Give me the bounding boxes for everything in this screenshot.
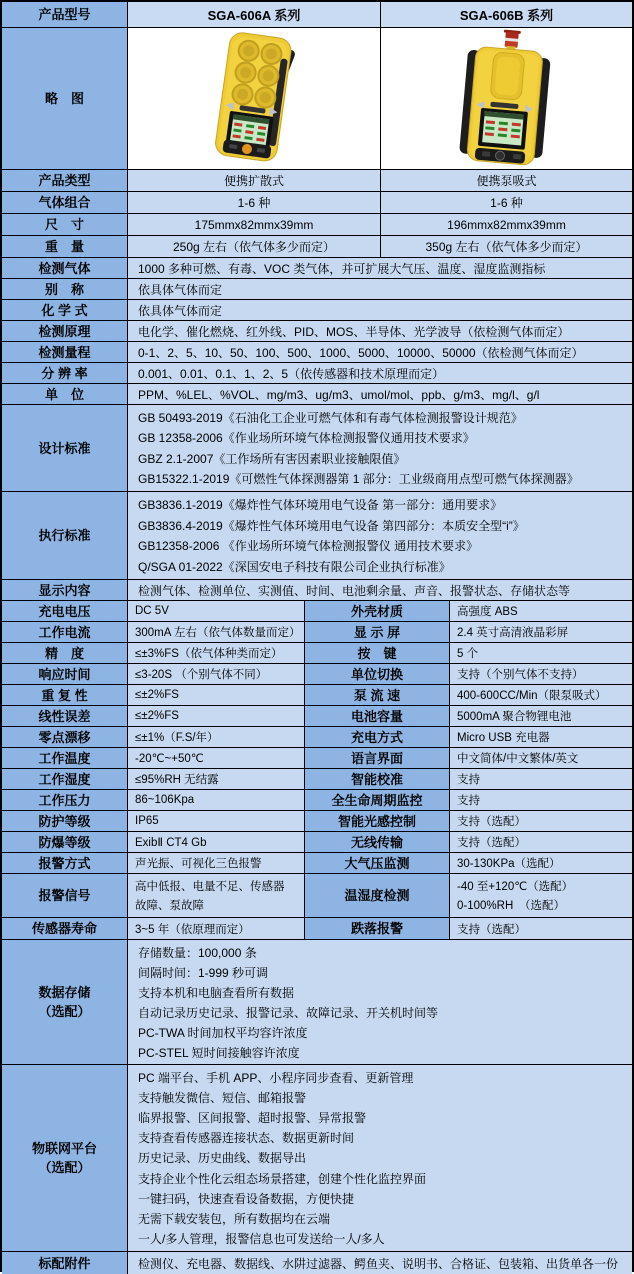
- device-b-image: [381, 29, 632, 169]
- value-cell-lines: [128, 1067, 632, 1249]
- value-cell-2: 支持（选配）: [450, 811, 632, 831]
- spec-line: GB 50493-2019《石油化工企业可燃气体和有毒气体检测报警设计规范》: [138, 410, 523, 425]
- row-label: 化 学 式: [2, 300, 128, 320]
- row-label: 报警信号: [2, 874, 128, 917]
- row-label-line: 数据存储: [38, 985, 91, 1000]
- value-cell-1: ≤3-20S （个别气体不同）: [128, 664, 305, 684]
- row-label-2: 按 键: [305, 643, 450, 663]
- value-cell-1: ≤±2%FS: [128, 706, 305, 726]
- row-label: 尺 寸: [2, 214, 128, 235]
- value-cell-1: ≤95%RH 无结露: [128, 769, 305, 789]
- spec-line: 故障、泵故障: [135, 900, 204, 913]
- value-cell-a: 175mmx82mmx39mm: [128, 214, 381, 235]
- value-cell-1: 86~106Kpa: [128, 790, 305, 810]
- value-cell: 检测仪、充电器、数据线、水阱过滤器、鳄鱼夹、说明书、合格证、包装箱、出货单各一份: [128, 1252, 632, 1274]
- value-cell-2: 400-600CC/Min（限泵吸式）: [450, 685, 632, 705]
- spec-line: PC-TWA 时间加权平均容许浓度: [138, 1025, 308, 1040]
- spec-line: 历史记录、历史曲线、数据导出: [138, 1151, 307, 1166]
- value-cell: 1000 多种可燃、有毒、VOC 类气体，并可扩展大气压、温度、湿度监测指标: [128, 258, 632, 278]
- spec-row: [2, 664, 632, 685]
- row-label: 工作压力: [2, 790, 128, 810]
- value-cell: 依具体气体而定: [128, 279, 632, 299]
- spec-row: [2, 643, 632, 664]
- value-cell-1: 3~5 年（依原理而定）: [128, 918, 305, 939]
- row-label: [2, 940, 128, 1064]
- row-label-2: 泵 流 速: [305, 685, 450, 705]
- row-label: 防护等级: [2, 811, 128, 831]
- row-label-2: 智能校准: [305, 769, 450, 789]
- spec-row: [2, 622, 632, 643]
- value-cell-a: 250g 左右（依气体多少而定）: [128, 236, 381, 257]
- row-label-2: 全生命周期监控: [305, 790, 450, 810]
- spec-row: [2, 918, 632, 940]
- spec-row: [2, 321, 632, 342]
- spec-row: [2, 192, 632, 214]
- row-label-line: 设计标准: [38, 440, 91, 456]
- spec-row: [2, 601, 632, 622]
- value-cell: 电化学、催化燃烧、红外线、PID、MOS、半导体、光学波导（依检测气体而定）: [128, 321, 632, 341]
- spec-row: [2, 384, 632, 405]
- spec-line: 支持查看传感器连接状态、数据更新时间: [138, 1131, 355, 1146]
- spec-row: [2, 363, 632, 384]
- row-label-2: 大气压监测: [305, 853, 450, 873]
- row-label-2: 电池容量: [305, 706, 450, 726]
- value-cell-1: ≤±3%FS（依气体种类而定）: [128, 643, 305, 663]
- value-cell-2-lines: [450, 876, 632, 915]
- value-cell-2: 支持（个别气体不支持）: [450, 664, 632, 684]
- row-label: 显示内容: [2, 580, 128, 600]
- spec-row: [2, 727, 632, 748]
- value-cell-2: 30-130KPa（选配）: [450, 853, 632, 873]
- value-cell-1: [128, 874, 305, 917]
- spec-row: [2, 405, 632, 492]
- spec-line: GB 12358-2006《作业场所环境气体检测报警仪通用技术要求》: [138, 431, 475, 446]
- row-label-2: 充电方式: [305, 727, 450, 747]
- spec-row: [2, 236, 632, 258]
- spec-row: [2, 580, 632, 601]
- spec-row: [2, 279, 632, 300]
- row-label-line: 执行标准: [38, 528, 91, 543]
- row-label: 精 度: [2, 643, 128, 663]
- spec-line: PC-STEL 短时间接触容许浓度: [138, 1045, 300, 1060]
- value-cell: 检测气体、检测单位、实测值、时间、电池剩余量、声音、报警状态、存储状态等: [128, 580, 632, 600]
- row-label: 检测原理: [2, 321, 128, 341]
- row-label: 检测量程: [2, 342, 128, 362]
- value-cell-1: ≤±2%FS: [128, 685, 305, 705]
- value-cell: [128, 1065, 632, 1251]
- spec-line: GB3836.4-2019《爆炸性气体环境用电气设备 第四部分：本质安全型“i”》: [138, 518, 525, 533]
- row-label-2: 单位切换: [305, 664, 450, 684]
- row-label-line: （选配）: [38, 1160, 91, 1175]
- row-label: 报警方式: [2, 853, 128, 873]
- value-cell-2: 支持（选配）: [450, 918, 632, 939]
- spec-line: GB15322.1-2019《可燃性气体探测器第 1 部分：工业级商用点型可燃气体探测器》: [138, 472, 579, 487]
- row-label-2: 语言界面: [305, 748, 450, 768]
- row-label-2: 外壳材质: [305, 601, 450, 621]
- row-label: [2, 405, 128, 491]
- row-label: 重 复 性: [2, 685, 128, 705]
- row-label-2: 智能光感控制: [305, 811, 450, 831]
- spec-row: [2, 2, 632, 28]
- spec-row: [2, 940, 632, 1065]
- spec-row: [2, 492, 632, 580]
- spec-row: [2, 28, 632, 170]
- row-label: 标配附件: [2, 1252, 128, 1274]
- value-cell-b: 便携泵吸式: [381, 170, 632, 191]
- row-label-line: 物联网平台: [31, 1141, 97, 1156]
- spec-row: [2, 769, 632, 790]
- device-a-image: [129, 29, 380, 169]
- value-cell-b: 350g 左右（依气体多少而定）: [381, 236, 632, 257]
- row-label: [2, 492, 128, 579]
- row-label: 工作电流: [2, 622, 128, 642]
- row-label: [2, 1065, 128, 1251]
- value-cell-b: 1-6 种: [381, 192, 632, 213]
- row-label: 充电电压: [2, 601, 128, 621]
- row-label-2: 跌落报警: [305, 918, 450, 939]
- spec-line: 高中低报、电量不足、传感器: [135, 880, 285, 893]
- value-cell-1: DC 5V: [128, 601, 305, 621]
- value-cell: 0.001、0.01、0.1、1、2、5（依传感器和技术原理而定）: [128, 363, 632, 383]
- spec-line: 0-100%RH （选配）: [457, 900, 565, 913]
- spec-line: GBZ 2.1-2007《工作场所有害因素职业接触限值》: [138, 451, 406, 466]
- row-label-line: （选配）: [38, 1004, 91, 1019]
- value-cell-1: 声光振、可视化三色报警: [128, 853, 305, 873]
- spec-line: 自动记录历史记录、报警记录、故障记录、开关机时间等: [138, 1005, 439, 1020]
- spec-row: [2, 748, 632, 769]
- device-a-image-cell: [128, 28, 381, 169]
- spec-row: [2, 214, 632, 236]
- spec-line: 一人/多人管理，报警信息也可发送给一人/多人: [138, 1232, 385, 1247]
- spec-row: [2, 685, 632, 706]
- row-label: 气体组合: [2, 192, 128, 213]
- row-label: 工作温度: [2, 748, 128, 768]
- value-cell-2: 中文简体/中文繁体/英文: [450, 748, 632, 768]
- spec-line: Q/SGA 01-2022《深国安电子科技有限公司企业执行标准》: [138, 560, 451, 575]
- row-label: 重 量: [2, 236, 128, 257]
- value-cell-2: 支持: [450, 790, 632, 810]
- row-label-2: 显 示 屏: [305, 622, 450, 642]
- row-label: 产品类型: [2, 170, 128, 191]
- value-cell-1: IP65: [128, 811, 305, 831]
- spec-line: PC 端平台、手机 APP、小程序同步查看、更新管理: [138, 1070, 414, 1085]
- row-label: 检测气体: [2, 258, 128, 278]
- spec-row: [2, 706, 632, 727]
- spec-line: 间隔时间：1-999 秒可调: [138, 965, 269, 980]
- value-cell-lines: [128, 494, 632, 577]
- value-cell-a: 1-6 种: [128, 192, 381, 213]
- value-cell-2: 5000mA 聚合物锂电池: [450, 706, 632, 726]
- row-label: 分 辨 率: [2, 363, 128, 383]
- spec-line: GB3836.1-2019《爆炸性气体环境用电气设备 第一部分：通用要求》: [138, 497, 503, 512]
- value-cell: [128, 405, 632, 491]
- value-cell-1: -20℃~+50℃: [128, 748, 305, 768]
- value-cell-2: 支持: [450, 769, 632, 789]
- row-label: 单 位: [2, 384, 128, 404]
- value-cell: 依具体气体而定: [128, 300, 632, 320]
- product-model-b: SGA-606B 系列: [381, 2, 632, 27]
- value-cell: [128, 940, 632, 1064]
- spec-row: [2, 811, 632, 832]
- product-model-a: SGA-606A 系列: [128, 2, 381, 27]
- row-label: 传感器寿命: [2, 918, 128, 939]
- spec-line: 一键扫码，快速查看设备数据，方便快捷: [138, 1191, 355, 1206]
- spec-line: 存储数量：100,000 条: [138, 945, 257, 960]
- value-cell-1: 300mA 左右（依气体数量而定）: [128, 622, 305, 642]
- spec-row: [2, 874, 632, 918]
- spec-line: 支持企业个性化云组态场景搭建，创建个性化监控界面: [138, 1171, 427, 1186]
- value-cell-2: 高强度 ABS: [450, 601, 632, 621]
- row-label: 工作湿度: [2, 769, 128, 789]
- row-label: 别 称: [2, 279, 128, 299]
- value-cell: PPM、%LEL、%VOL、mg/m3、ug/m3、umol/mol、ppb、g/m3、mg/l、g/l: [128, 384, 632, 404]
- spec-row: [2, 170, 632, 192]
- value-cell-1: ExibⅡ CT4 Gb: [128, 832, 305, 852]
- spec-row: [2, 300, 632, 321]
- value-cell-1: ≤±1%（F.S/年）: [128, 727, 305, 747]
- row-label: 略 图: [2, 28, 128, 169]
- value-cell-lines: [128, 407, 632, 489]
- value-cell-a: 便携扩散式: [128, 170, 381, 191]
- spec-line: 无需下载安装包，所有数据均在云端: [138, 1212, 331, 1227]
- spec-row: [2, 1252, 632, 1274]
- spec-line: 支持触发微信、短信、邮箱报警: [138, 1090, 307, 1105]
- value-cell-2: 2.4 英寸高清液晶彩屏: [450, 622, 632, 642]
- spec-row: [2, 342, 632, 363]
- row-label: 响应时间: [2, 664, 128, 684]
- row-label: 防爆等级: [2, 832, 128, 852]
- value-cell-2: 支持（选配）: [450, 832, 632, 852]
- value-cell-2: Micro USB 充电器: [450, 727, 632, 747]
- value-cell-lines: [128, 942, 632, 1062]
- spec-row: [2, 853, 632, 874]
- value-cell-2: 5 个: [450, 643, 632, 663]
- spec-row: [2, 790, 632, 811]
- row-label: 零点漂移: [2, 727, 128, 747]
- spec-line: 临界报警、区间报警、超时报警、异常报警: [138, 1111, 367, 1126]
- row-label-2: 无线传输: [305, 832, 450, 852]
- spec-line: -40 至+120℃（选配）: [457, 880, 574, 893]
- row-label: 线性误差: [2, 706, 128, 726]
- spec-line: 支持本机和电脑查看所有数据: [138, 985, 295, 1000]
- value-cell-1-lines: [128, 876, 304, 915]
- row-label: 产品型号: [2, 2, 128, 27]
- value-cell-b: 196mmx82mmx39mm: [381, 214, 632, 235]
- value-cell: [128, 492, 632, 579]
- row-label-2: 温湿度检测: [305, 874, 450, 917]
- value-cell-2: [450, 874, 632, 917]
- device-b-image-cell: [381, 28, 632, 169]
- spec-row: [2, 1065, 632, 1252]
- value-cell: 0-1、2、5、10、50、100、500、1000、5000、10000、50000（依检测气体而定）: [128, 342, 632, 362]
- spec-line: GB12358-2006 《作业场所环境气体检测报警仪 通用技术要求》: [138, 539, 479, 554]
- spec-row: [2, 832, 632, 853]
- spec-row: [2, 258, 632, 279]
